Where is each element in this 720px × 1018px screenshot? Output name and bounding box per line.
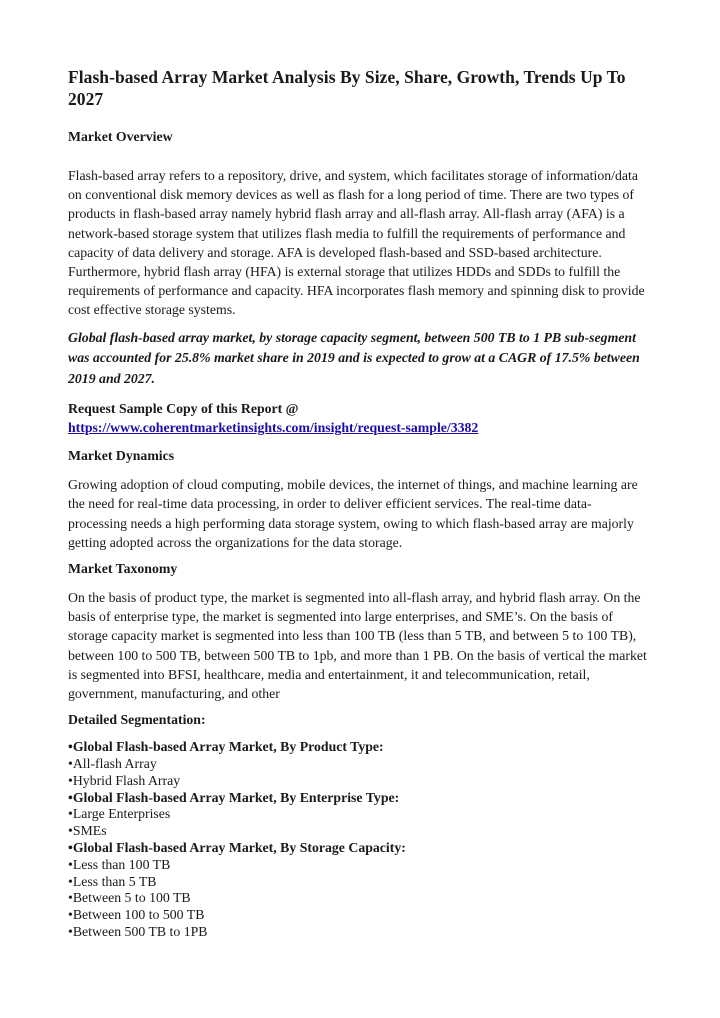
request-sample-link[interactable]: https://www.coherentmarketinsights.com/insight/request-sample/3382 [68, 420, 479, 436]
segmentation-item: •Less than 5 TB [68, 873, 157, 889]
segmentation-item: •Global Flash-based Array Market, By Product Type: [68, 739, 384, 755]
detailed-segmentation-heading: Detailed Segmentation: [68, 712, 206, 728]
segmentation-item: •Between 500 TB to 1PB [68, 923, 208, 939]
market-dynamics-heading: Market Dynamics [68, 448, 175, 464]
market-share-highlight: Global flash-based array market, by storage capacity segment, between 500 TB to 1 PB sub-segment was accounted for 25.8% market share in 2019 and is expected to grow at a CAGR of 17.5% between 2019 and 2027. [68, 329, 640, 386]
document-title: Flash-based Array Market Analysis By Size, Share, Growth, Trends Up To 2027 [68, 67, 626, 109]
segmentation-item: •SMEs [68, 823, 107, 839]
segmentation-item: •Between 100 to 500 TB [68, 907, 205, 923]
market-dynamics-paragraph: Growing adoption of cloud computing, mobile devices, the internet of things, and machine learning are the need for real-time data processing, in order to deliver efficient services. The real-time data-processing needs a high performing data storage system, owing to which flash-based array are majorly getting adopted across the organizations for the data storage. [68, 477, 638, 550]
market-overview-paragraph: Flash-based array refers to a repository, drive, and system, which facilitates storage of information/data on conventional disk memory devices as well as flash for a long period of time. There are two types of products in flash-based array namely hybrid flash array and all-flash array. All-flash array (AFA) is a network-based storage system that utilizes flash media to fulfill the requirements of performance and capacity of data delivery and storage. AFA is developed flash-based and SSD-based architecture. Furthermore, hybrid flash array (HFA) is external storage that utilizes HDDs and SDDs to fulfill the requirements of performance and capacity. HFA incorporates flash memory and spinning disk to provide cost effective storage systems. [68, 168, 645, 318]
segmentation-item: •Global Flash-based Array Market, By Storage Capacity: [68, 839, 406, 855]
segmentation-item: •All-flash Array [68, 755, 157, 771]
market-overview-heading: Market Overview [68, 129, 173, 144]
market-taxonomy-paragraph: On the basis of product type, the market is segmented into all-flash array, and hybrid flash array. On the basis of enterprise type, the market is segmented into large enterprises, and SME’s. On the basis of storage capacity market is segmented into less than 100 TB (less than 5 TB, and between 5 to 100 TB), between 100 to 500 TB, between 500 TB to 1pb, and more than 1 PB. On the basis of vertical the market is segmented into BFSI, healthcare, media and entertainment, it and telecommunication, retail, government, manufacturing, and other [68, 589, 647, 701]
segmentation-item: •Large Enterprises [68, 806, 171, 822]
market-taxonomy-heading: Market Taxonomy [68, 560, 178, 576]
request-sample [68, 399, 650, 437]
segmentation-list [68, 739, 650, 941]
segmentation-item: •Less than 100 TB [68, 856, 171, 872]
segmentation-item: •Global Flash-based Array Market, By Enterprise Type: [68, 789, 400, 805]
segmentation-item: •Hybrid Flash Array [68, 772, 181, 788]
segmentation-item: •Between 5 to 100 TB [68, 890, 191, 906]
request-sample-label: Request Sample Copy of this Report @ [68, 401, 299, 417]
